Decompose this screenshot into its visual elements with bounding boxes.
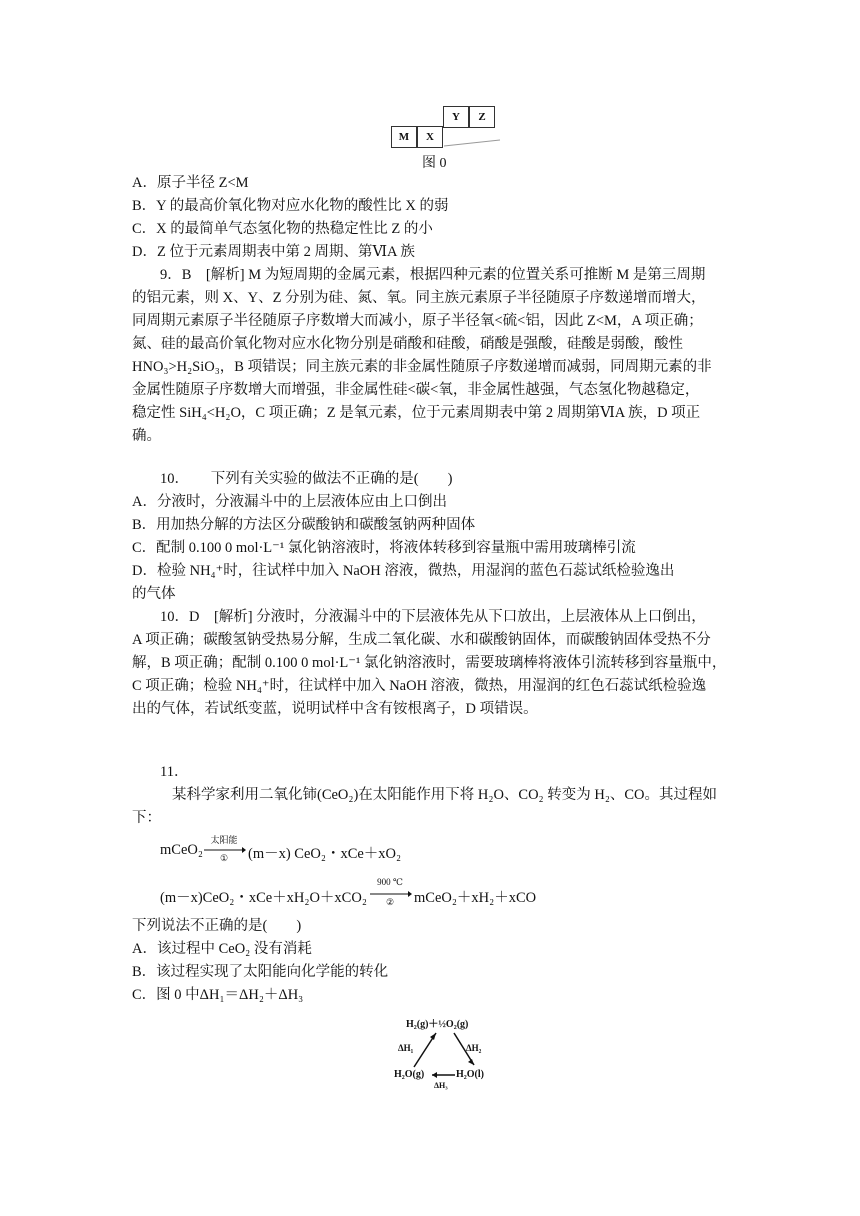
eq2-condition: 900 ℃ [377, 877, 403, 887]
eq2-right: mCeO₂＋xH₂＋xCO [414, 890, 537, 906]
q11-option-c: C．图 0 中ΔH₁＝ΔH₂＋ΔH₃ [132, 987, 304, 1003]
q10-option-d-cont: 的气体 [132, 586, 176, 602]
diagram-dh3-label: ΔH₃ [434, 1081, 448, 1090]
q9-option-c: C．X 的最简单气态氢化物的热稳定性比 Z 的小 [132, 221, 433, 237]
cell-x: X [417, 126, 443, 148]
q9-option-b: B．Y 的最高价氧化物对应水化物的酸性比 X 的弱 [132, 198, 449, 214]
q9-answer-line: 确。 [132, 428, 161, 444]
q9-answer-line: 的铝元素，则 X、Y、Z 分别为硅、氮、氧。同主族元素原子半径随原子序数递增而增大， [132, 290, 706, 306]
q10-option-a: A．分液时，分液漏斗中的上层液体应由上口倒出 [132, 494, 447, 510]
q10-answer-line: 解，B 项正确；配制 0.100 0 mol·L⁻¹ 氯化钠溶液时，需要玻璃棒将液体引流转移到容量瓶中， [132, 655, 727, 671]
q10-answer-line: A 项正确；碳酸氢钠受热易分解，生成二氧化碳、水和碳酸钠固体，而碳酸钠固体受热不分 [132, 632, 711, 648]
q10-option-c: C．配制 0.100 0 mol·L⁻¹ 氯化钠溶液时，将液体转移到容量瓶中需用玻璃棒引流 [132, 540, 636, 556]
q9-answer-line: HNO₃>H₂SiO₃，B 项错误；同主族元素的非金属性随原子序数递增而减弱，同周期元素的非 [132, 359, 712, 375]
figure-decoration-line [442, 128, 502, 148]
q9-option-a: A．原子半径 Z<M [132, 175, 249, 191]
q9-answer-line: 金属性随原子序数增大而增强，非金属性硅<碳<氧，非金属性越强，气态氢化物越稳定， [132, 382, 700, 398]
q9-option-d: D．Z 位于元素周期表中第 2 周期、第ⅥA 族 [132, 244, 415, 260]
enthalpy-cycle-diagram [392, 1015, 502, 1090]
q11-stem-line: 某科学家利用二氧化铈(CeO₂)在太阳能作用下将 H₂O、CO₂ 转变为 H₂、CO。其过程如 [172, 787, 718, 803]
q11-question: 下列说法不正确的是( ) [132, 918, 302, 934]
eq1-step: ① [219, 853, 229, 863]
diagram-top-state: H₂(g)＋½O₂(g) [406, 1019, 469, 1030]
diagram-left-state: H₂O(g) [394, 1069, 425, 1080]
q9-answer-line: 9．B [解析] M 为短周期的金属元素，根据四种元素的位置关系可推断 M 是第三周期 [160, 267, 706, 283]
eq1-condition: 太阳能 [210, 835, 238, 845]
eq2-left: (m－x)CeO₂・xCe＋xH₂O＋xCO₂ [160, 890, 367, 906]
q11-option-b: B．该过程实现了太阳能向化学能的转化 [132, 964, 389, 980]
diagram-dh1-label: ΔH₁ [398, 1043, 414, 1053]
cell-m: M [391, 126, 417, 148]
q10-answer-line: 出的气体，若试纸变蓝，说明试样中含有铵根离子，D 项错误。 [132, 701, 538, 717]
q11-stem-line: 下： [132, 810, 161, 826]
eq1-right: (m－x) CeO₂・xCe＋xO₂ [248, 846, 402, 862]
eq2-step: ② [385, 897, 395, 907]
diagram-right-state: H₂O(l) [456, 1069, 484, 1080]
q11-option-a: A．该过程中 CeO₂ 没有消耗 [132, 941, 312, 957]
q10-stem: 10． 下列有关实验的做法不正确的是( ) [160, 471, 453, 487]
q9-answer-line: 同周期元素原子半径随原子序数增大而减小，原子半径氧<硫<铝，因此 Z<M，A 项正确； [132, 313, 703, 329]
cell-y: Y [443, 106, 469, 128]
q9-answer-line: 稳定性 SiH₄<H₂O，C 项正确；Z 是氧元素，位于元素周期表中第 2 周期第ⅥA 族，D 项正 [132, 405, 701, 421]
figure-caption: 图 0 [422, 156, 447, 171]
diagram-dh2-label: ΔH₂ [466, 1043, 482, 1053]
q10-answer-line: 10．D [解析] 分液时，分液漏斗中的下层液体先从下口放出，上层液体从上口倒出， [160, 609, 706, 625]
q10-option-d: D．检验 NH₄⁺时，往试样中加入 NaOH 溶液，微热，用湿润的蓝色石蕊试纸检验逸出 [132, 563, 675, 579]
cell-z: Z [469, 106, 495, 128]
diagram-arrows [392, 1015, 502, 1085]
q10-option-b: B．用加热分解的方法区分碳酸钠和碳酸氢钠两种固体 [132, 517, 476, 533]
q10-answer-line: C 项正确；检验 NH₄⁺时，往试样中加入 NaOH 溶液，微热，用湿润的红色石蕊试纸检验逸 [132, 678, 707, 694]
q11-number: 11． [160, 764, 189, 780]
q9-answer-line: 氮、硅的最高价氧化物对应水化物分别是硝酸和硅酸，硝酸是强酸，硅酸是弱酸，酸性 [132, 336, 683, 352]
eq1-left: mCeO₂ [160, 842, 203, 858]
